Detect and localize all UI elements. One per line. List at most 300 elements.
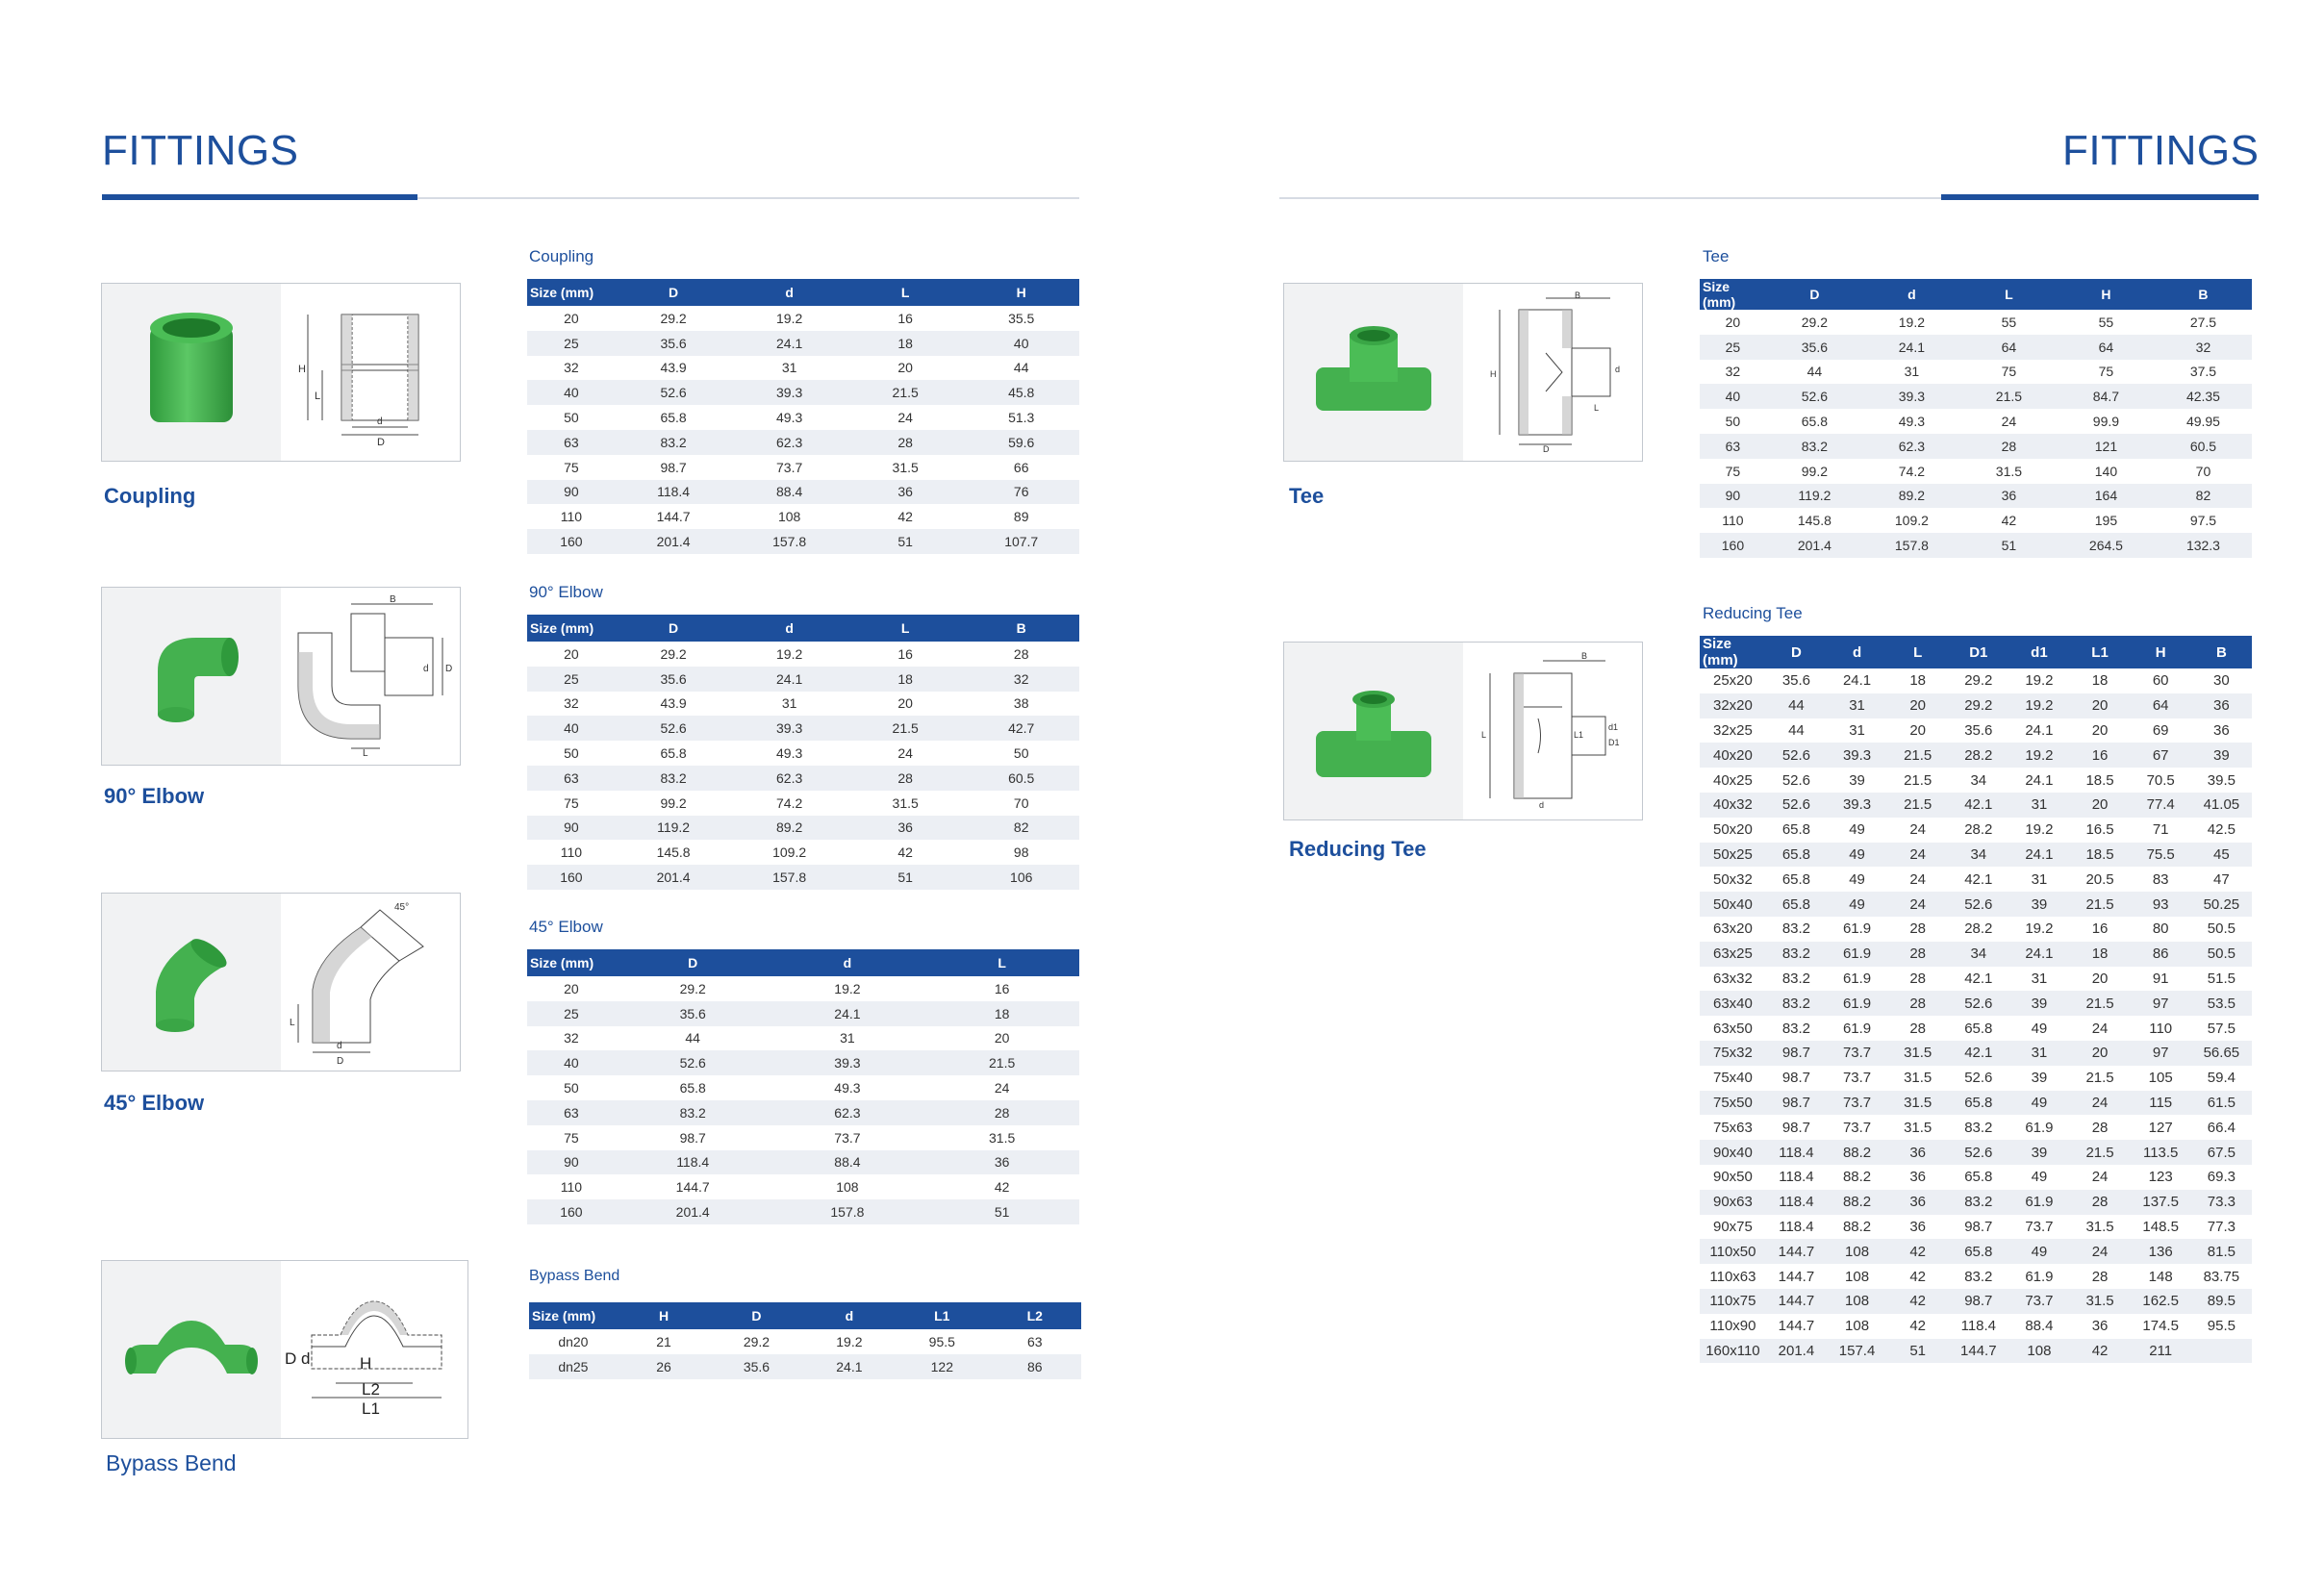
table-cell: 40x25: [1700, 768, 1766, 793]
table-cell: 90x50: [1700, 1165, 1766, 1190]
table-cell: 28: [1887, 942, 1948, 967]
table-cell: 31.5: [847, 791, 964, 816]
table-cell: 51.5: [2191, 967, 2252, 992]
table-cell: [2191, 1339, 2252, 1364]
table-cell: 19.2: [770, 976, 925, 1001]
table-cell: 160x110: [1700, 1339, 1766, 1364]
table-cell: 98: [963, 840, 1079, 865]
table-cell: 34: [1948, 768, 2008, 793]
table-cell: 50: [1700, 409, 1766, 434]
elbow45-photo: [102, 894, 281, 1071]
table-cell: 40: [1700, 384, 1766, 409]
table-cell: 25: [527, 1001, 616, 1026]
table-cell: 31: [770, 1026, 925, 1051]
table-cell: 69: [2131, 718, 2191, 744]
table-cell: 83.2: [1766, 942, 1827, 967]
table-cell: 40x20: [1700, 743, 1766, 768]
table-cell: 60: [2131, 668, 2191, 693]
table-cell: 50: [527, 1075, 616, 1100]
table-row: [1700, 892, 2252, 917]
column-header: L1: [896, 1302, 988, 1329]
table-cell: 31.5: [847, 455, 964, 480]
table-cell: 19.2: [2008, 818, 2069, 843]
table-cell: 65.8: [1948, 1016, 2008, 1041]
column-header: Size (mm): [527, 949, 616, 976]
table-cell: 51: [1887, 1339, 1948, 1364]
table-cell: 62.3: [770, 1100, 925, 1125]
table-cell: 75x40: [1700, 1066, 1766, 1091]
table-cell: 18: [2070, 942, 2131, 967]
table-cell: 39.3: [731, 380, 847, 405]
table-cell: 36: [847, 480, 964, 505]
table-cell: 145.8: [1766, 508, 1863, 533]
column-header: B: [963, 615, 1079, 642]
table-cell: 137.5: [2131, 1190, 2191, 1215]
table-cell: 136: [2131, 1239, 2191, 1264]
table-cell: 77.3: [2191, 1215, 2252, 1240]
table-cell: 82: [2155, 484, 2252, 509]
table-row: [1700, 917, 2252, 942]
table-cell: 38: [963, 692, 1079, 717]
elbow90-table: [527, 615, 1079, 890]
table-cell: 24: [847, 405, 964, 430]
table-cell: 28.2: [1948, 818, 2008, 843]
tee-table-title: Tee: [1703, 247, 1730, 265]
table-cell: dn20: [529, 1329, 618, 1354]
table-row: [1700, 818, 2252, 843]
elbow90-table-title: 90° Elbow: [529, 583, 603, 601]
table-cell: 29.2: [616, 976, 770, 1001]
table-cell: 75: [527, 455, 616, 480]
column-header: B: [2155, 279, 2252, 310]
table-cell: 28: [2070, 1115, 2131, 1140]
table-row: [527, 455, 1079, 480]
table-cell: 144.7: [1766, 1289, 1827, 1314]
table-cell: 89: [963, 504, 1079, 529]
table-cell: 26: [618, 1354, 710, 1379]
table-cell: 67.5: [2191, 1140, 2252, 1165]
table-cell: 24.1: [731, 331, 847, 356]
table-cell: 28: [2070, 1264, 2131, 1289]
table-cell: 98.7: [616, 1125, 770, 1150]
table-cell: 83.2: [616, 1100, 770, 1125]
table-cell: 21.5: [1887, 768, 1948, 793]
table-cell: 51: [847, 865, 964, 890]
table-cell: 31: [2008, 867, 2069, 892]
table-cell: 83.2: [1766, 434, 1863, 459]
table-row: [527, 1174, 1079, 1199]
table-cell: 49.3: [731, 405, 847, 430]
table-cell: 93: [2131, 892, 2191, 917]
table-cell: 108: [1827, 1264, 1887, 1289]
table-cell: 51: [1960, 533, 2058, 558]
table-cell: 45.8: [963, 380, 1079, 405]
table-cell: 21.5: [2070, 892, 2131, 917]
table-cell: 52.6: [616, 716, 732, 741]
table-cell: 119.2: [1766, 484, 1863, 509]
table-cell: 52.6: [1766, 743, 1827, 768]
table-cell: 31: [2008, 1041, 2069, 1066]
table-cell: 201.4: [616, 1199, 770, 1224]
table-cell: 50: [527, 741, 616, 766]
table-cell: 35.6: [616, 667, 732, 692]
table-cell: 31.5: [1887, 1066, 1948, 1091]
table-row: [1700, 360, 2252, 385]
table-cell: 18.5: [2070, 768, 2131, 793]
table-cell: 73.7: [770, 1125, 925, 1150]
table-cell: 18: [847, 667, 964, 692]
coupling-photo: [102, 284, 281, 461]
table-cell: 21.5: [1887, 743, 1948, 768]
table-cell: 83.2: [1766, 917, 1827, 942]
table-cell: 95.5: [896, 1329, 988, 1354]
table-cell: 20: [2070, 1041, 2131, 1066]
coupling-drawing: [281, 284, 460, 461]
table-cell: 49: [2008, 1016, 2069, 1041]
table-cell: 39.3: [770, 1050, 925, 1075]
table-cell: 99.9: [2058, 409, 2155, 434]
table-cell: 49.3: [770, 1075, 925, 1100]
coupling-label: Coupling: [104, 484, 196, 508]
tee-dim-l: L: [1594, 403, 1600, 413]
table-cell: 73.7: [1827, 1041, 1887, 1066]
table-cell: 16: [847, 306, 964, 331]
table-cell: 19.2: [803, 1329, 896, 1354]
table-cell: 35.6: [1766, 668, 1827, 693]
table-cell: 75x63: [1700, 1115, 1766, 1140]
table-cell: 52.6: [616, 380, 732, 405]
table-cell: 36: [2191, 693, 2252, 718]
table-cell: 36: [1960, 484, 2058, 509]
table-cell: 88.4: [2008, 1314, 2069, 1339]
table-cell: 83.2: [1948, 1115, 2008, 1140]
table-cell: 73.7: [1827, 1115, 1887, 1140]
table-cell: 20: [2070, 693, 2131, 718]
table-cell: 30: [2191, 668, 2252, 693]
table-cell: 91: [2131, 967, 2191, 992]
table-cell: 115: [2131, 1091, 2191, 1116]
column-header: d: [770, 949, 925, 976]
table-cell: 52.6: [1948, 991, 2008, 1016]
table-cell: 144.7: [616, 1174, 770, 1199]
table-cell: 44: [1766, 693, 1827, 718]
table-cell: 18: [1887, 668, 1948, 693]
column-header: d: [1863, 279, 1960, 310]
table-cell: 29.2: [1948, 668, 2008, 693]
table-cell: 110: [2131, 1016, 2191, 1041]
table-cell: 35.6: [1948, 718, 2008, 744]
table-cell: 145.8: [616, 840, 732, 865]
column-header: Size (mm): [1700, 636, 1766, 668]
table-cell: 31.5: [2070, 1289, 2131, 1314]
coupling-figure: [101, 283, 461, 462]
table-row: [527, 1100, 1079, 1125]
table-cell: 50.25: [2191, 892, 2252, 917]
table-cell: 39: [2008, 1140, 2069, 1165]
table-cell: 144.7: [1766, 1239, 1827, 1264]
table-cell: 21: [618, 1329, 710, 1354]
table-cell: 157.4: [1827, 1339, 1887, 1364]
table-cell: 65.8: [1948, 1165, 2008, 1190]
table-cell: 31: [731, 692, 847, 717]
table-row: [527, 865, 1079, 890]
table-cell: 28.2: [1948, 917, 2008, 942]
title-rule-right: [1279, 197, 2259, 199]
table-row: [1700, 1339, 2252, 1364]
table-cell: 42: [847, 504, 964, 529]
table-cell: 18: [2070, 668, 2131, 693]
table-cell: 160: [527, 529, 616, 554]
table-cell: 61.9: [2008, 1190, 2069, 1215]
table-row: [1700, 434, 2252, 459]
table-cell: 20: [924, 1026, 1079, 1051]
table-cell: 32: [527, 692, 616, 717]
table-cell: 73.7: [731, 455, 847, 480]
table-cell: 27.5: [2155, 310, 2252, 335]
table-cell: 70: [963, 791, 1079, 816]
column-header: D: [616, 279, 732, 306]
table-cell: 63: [1700, 434, 1766, 459]
table-cell: 25: [1700, 335, 1766, 360]
table-cell: 157.8: [731, 865, 847, 890]
elbow45-drawing: [281, 894, 460, 1071]
table-cell: 19.2: [2008, 693, 2069, 718]
table-cell: 39: [1827, 768, 1887, 793]
table-row: [1700, 867, 2252, 892]
table-row: [527, 1125, 1079, 1150]
table-row: [1700, 1215, 2252, 1240]
tee-dim-h: H: [1490, 369, 1497, 379]
table-cell: 31.5: [2070, 1215, 2131, 1240]
bypass-drawing: [281, 1261, 467, 1438]
table-cell: 32: [2155, 335, 2252, 360]
table-cell: 99.2: [1766, 459, 1863, 484]
table-cell: 34: [1948, 942, 2008, 967]
table-cell: 24.1: [2008, 718, 2069, 744]
column-header: L: [847, 279, 964, 306]
table-cell: 31: [2008, 793, 2069, 818]
table-cell: 20: [527, 642, 616, 667]
table-row: [527, 816, 1079, 841]
table-cell: 105: [2131, 1066, 2191, 1091]
table-cell: 19.2: [731, 306, 847, 331]
table-cell: 20: [847, 692, 964, 717]
table-cell: 42: [924, 1174, 1079, 1199]
table-cell: 28: [2070, 1190, 2131, 1215]
table-row: [1700, 1289, 2252, 1314]
column-header: H: [963, 279, 1079, 306]
table-cell: 264.5: [2058, 533, 2155, 558]
table-cell: 31: [731, 356, 847, 381]
tee-photo: [1284, 284, 1463, 461]
elbow90-dim-d: d: [423, 664, 429, 674]
table-cell: 32: [1700, 360, 1766, 385]
table-cell: 109.2: [1863, 508, 1960, 533]
table-cell: 21.5: [847, 716, 964, 741]
table-cell: 55: [2058, 310, 2155, 335]
rtee-dim-d1: d1: [1608, 722, 1619, 732]
table-cell: 31.5: [1887, 1115, 1948, 1140]
column-header: d: [731, 615, 847, 642]
table-cell: 65.8: [1766, 409, 1863, 434]
table-cell: 65.8: [1766, 843, 1827, 868]
table-cell: 132.3: [2155, 533, 2252, 558]
table-cell: 35.5: [963, 306, 1079, 331]
table-cell: 98.7: [1948, 1289, 2008, 1314]
table-cell: 122: [896, 1354, 988, 1379]
table-cell: 53.5: [2191, 991, 2252, 1016]
table-cell: 21.5: [847, 380, 964, 405]
coupling-dim-l: L: [315, 391, 321, 402]
table-row: [1700, 942, 2252, 967]
table-cell: 98.7: [1766, 1091, 1827, 1116]
table-cell: 42: [1887, 1264, 1948, 1289]
table-cell: 39: [2008, 991, 2069, 1016]
table-cell: 31: [1827, 718, 1887, 744]
table-cell: 160: [527, 865, 616, 890]
table-cell: 50: [963, 741, 1079, 766]
table-cell: 88.2: [1827, 1140, 1887, 1165]
table-row: [1700, 743, 2252, 768]
table-cell: dn25: [529, 1354, 618, 1379]
table-row: [527, 1026, 1079, 1051]
table-cell: 19.2: [1863, 310, 1960, 335]
table-cell: 75: [2058, 360, 2155, 385]
column-header: Size (mm): [1700, 279, 1766, 310]
table-row: [1700, 1016, 2252, 1041]
table-cell: 70: [2155, 459, 2252, 484]
table-cell: 16: [847, 642, 964, 667]
elbow45-label: 45° Elbow: [104, 1091, 205, 1115]
column-header: H: [2058, 279, 2155, 310]
reducing-tee-label: Reducing Tee: [1289, 837, 1427, 861]
coupling-table-title: Coupling: [529, 247, 594, 265]
elbow90-figure: [101, 587, 461, 766]
table-cell: 34: [1948, 843, 2008, 868]
table-cell: 52.6: [1766, 768, 1827, 793]
tee-dim-d: d: [1615, 365, 1621, 374]
column-header: Size (mm): [527, 615, 616, 642]
table-cell: 42: [1887, 1314, 1948, 1339]
elbow45-dim-a: 45°: [394, 901, 410, 913]
table-cell: 28: [1960, 434, 2058, 459]
table-cell: 20: [1887, 718, 1948, 744]
table-row: [527, 667, 1079, 692]
elbow45-table: [527, 949, 1079, 1224]
table-cell: 25: [527, 667, 616, 692]
table-cell: 49: [2008, 1239, 2069, 1264]
table-row: [527, 741, 1079, 766]
table-cell: 31: [2008, 967, 2069, 992]
table-cell: 99.2: [616, 791, 732, 816]
table-cell: 121: [2058, 434, 2155, 459]
table-cell: 20: [527, 976, 616, 1001]
table-cell: 24: [1960, 409, 2058, 434]
table-cell: 110: [527, 840, 616, 865]
table-cell: 201.4: [616, 865, 732, 890]
table-cell: 21.5: [2070, 991, 2131, 1016]
table-cell: 39: [2008, 892, 2069, 917]
table-cell: 39: [2008, 1066, 2069, 1091]
table-cell: 24.1: [1863, 335, 1960, 360]
table-cell: 98.7: [1766, 1066, 1827, 1091]
table-cell: 36: [1887, 1190, 1948, 1215]
table-cell: 195: [2058, 508, 2155, 533]
table-cell: 65.8: [1766, 867, 1827, 892]
column-header: Size (mm): [529, 1302, 618, 1329]
table-cell: 127: [2131, 1115, 2191, 1140]
table-row: [527, 840, 1079, 865]
table-cell: 110: [527, 504, 616, 529]
table-cell: 24: [1887, 892, 1948, 917]
table-cell: 83.2: [1766, 991, 1827, 1016]
table-cell: 61.9: [1827, 1016, 1887, 1041]
table-cell: 86: [2131, 942, 2191, 967]
table-cell: 29.2: [616, 306, 732, 331]
table-cell: 157.8: [770, 1199, 925, 1224]
table-cell: 39.3: [1827, 793, 1887, 818]
table-cell: 28: [963, 642, 1079, 667]
table-cell: 42.1: [1948, 793, 2008, 818]
table-cell: 16: [924, 976, 1079, 1001]
table-cell: 24.1: [2008, 843, 2069, 868]
table-cell: 70.5: [2131, 768, 2191, 793]
column-header: L1: [2070, 636, 2131, 668]
table-cell: 21.5: [2070, 1140, 2131, 1165]
table-cell: 31.5: [1887, 1041, 1948, 1066]
table-cell: 108: [770, 1174, 925, 1199]
table-cell: 44: [1766, 360, 1863, 385]
table-cell: 62.3: [1863, 434, 1960, 459]
table-cell: 50x25: [1700, 843, 1766, 868]
table-cell: 144.7: [616, 504, 732, 529]
table-cell: 75x32: [1700, 1041, 1766, 1066]
elbow90-photo: [102, 588, 281, 765]
table-cell: 83.2: [1948, 1264, 2008, 1289]
table-row: [527, 1150, 1079, 1175]
table-cell: 29.2: [1766, 310, 1863, 335]
table-cell: 157.8: [1863, 533, 1960, 558]
table-row: [1700, 310, 2252, 335]
table-row: [527, 766, 1079, 791]
table-cell: 32x25: [1700, 718, 1766, 744]
table-cell: 63: [527, 430, 616, 455]
table-cell: 89.5: [2191, 1289, 2252, 1314]
table-cell: 31.5: [1960, 459, 2058, 484]
table-cell: 65.8: [1766, 818, 1827, 843]
table-cell: 18: [847, 331, 964, 356]
column-header: L: [847, 615, 964, 642]
table-cell: 148.5: [2131, 1215, 2191, 1240]
elbow45-dim-D: D: [337, 1055, 344, 1067]
table-row: [1700, 1115, 2252, 1140]
table-cell: 157.8: [731, 529, 847, 554]
table-row: [527, 480, 1079, 505]
table-cell: 49: [1827, 892, 1887, 917]
table-cell: 66.4: [2191, 1115, 2252, 1140]
table-cell: 50x32: [1700, 867, 1766, 892]
table-row: [1700, 384, 2252, 409]
table-row: [1700, 1041, 2252, 1066]
table-cell: 174.5: [2131, 1314, 2191, 1339]
column-header: D: [616, 949, 770, 976]
table-cell: 89.2: [1863, 484, 1960, 509]
table-row: [527, 380, 1079, 405]
table-cell: 28: [1887, 967, 1948, 992]
table-cell: 118.4: [1766, 1140, 1827, 1165]
table-row: [527, 306, 1079, 331]
table-cell: 108: [1827, 1289, 1887, 1314]
